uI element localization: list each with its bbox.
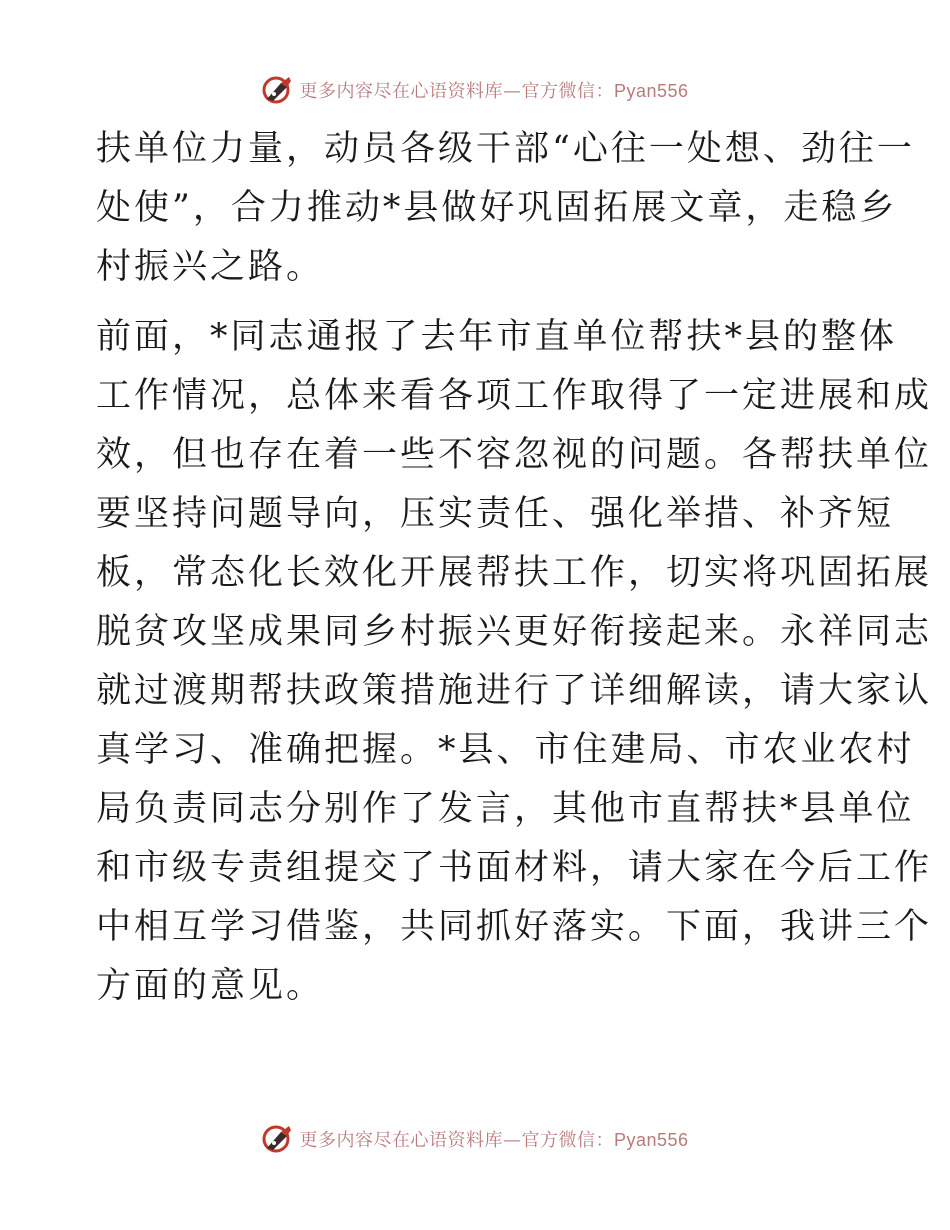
text-line: 效，但也存在着一些不容忽视的问题。各帮扶单位 [96, 435, 933, 475]
text-line: 工作情况，总体来看各项工作取得了一定进展和成 [96, 376, 933, 416]
pen-nib-logo-icon [261, 73, 295, 107]
watermark-separator: — [502, 1130, 522, 1151]
text-line: 真学习、准确把握。*县、市住建局、市农业农村 [96, 730, 915, 770]
text-line: 扶单位力量，动员各级干部“心往一处想、劲往一 [96, 129, 915, 169]
text-line: 方面的意见。 [96, 966, 325, 1006]
footer-watermark [0, 1119, 950, 1159]
watermark-wechat-label: 官方微信： [521, 81, 614, 102]
text-line: 中相互学习借鉴，共同抓好落实。下面，我讲三个 [96, 907, 933, 947]
text-line: 就过渡期帮扶政策措施进行了详细解读，请大家认 [96, 671, 933, 711]
text-line: 脱贫攻坚成果同乡村振兴更好衔接起来。永祥同志 [96, 612, 933, 652]
watermark-separator: — [502, 81, 522, 102]
text-line: 和市级专责组提交了书面材料，请大家在今后工作 [96, 848, 933, 888]
watermark-text [299, 77, 688, 103]
header-watermark [0, 70, 950, 110]
text-line: 处使”，合力推动*县做好巩固拓展文章，走稳乡 [96, 188, 898, 228]
watermark-wechat-id: Pyan556 [613, 1130, 689, 1150]
text-line: 局负责同志分别作了发言，其他市直帮扶*县单位 [96, 789, 915, 829]
text-line: 板，常态化长效化开展帮扶工作，切实将巩固拓展 [96, 553, 933, 593]
watermark-main: 更多内容尽在心语资料库 [299, 1130, 503, 1151]
paragraph-2 [96, 308, 933, 1016]
paragraph-1 [96, 120, 915, 297]
text-line: 要坚持问题导向，压实责任、强化举措、补齐短 [96, 494, 895, 534]
watermark-main: 更多内容尽在心语资料库 [299, 81, 503, 102]
watermark-wechat-id: Pyan556 [613, 81, 689, 101]
text-line: 前面，*同志通报了去年市直单位帮扶*县的整体 [96, 317, 898, 357]
watermark-wechat-label: 官方微信： [521, 1130, 614, 1151]
pen-nib-logo-icon [261, 1122, 295, 1156]
text-line: 村振兴之路。 [96, 247, 325, 287]
watermark-text [299, 1126, 688, 1152]
